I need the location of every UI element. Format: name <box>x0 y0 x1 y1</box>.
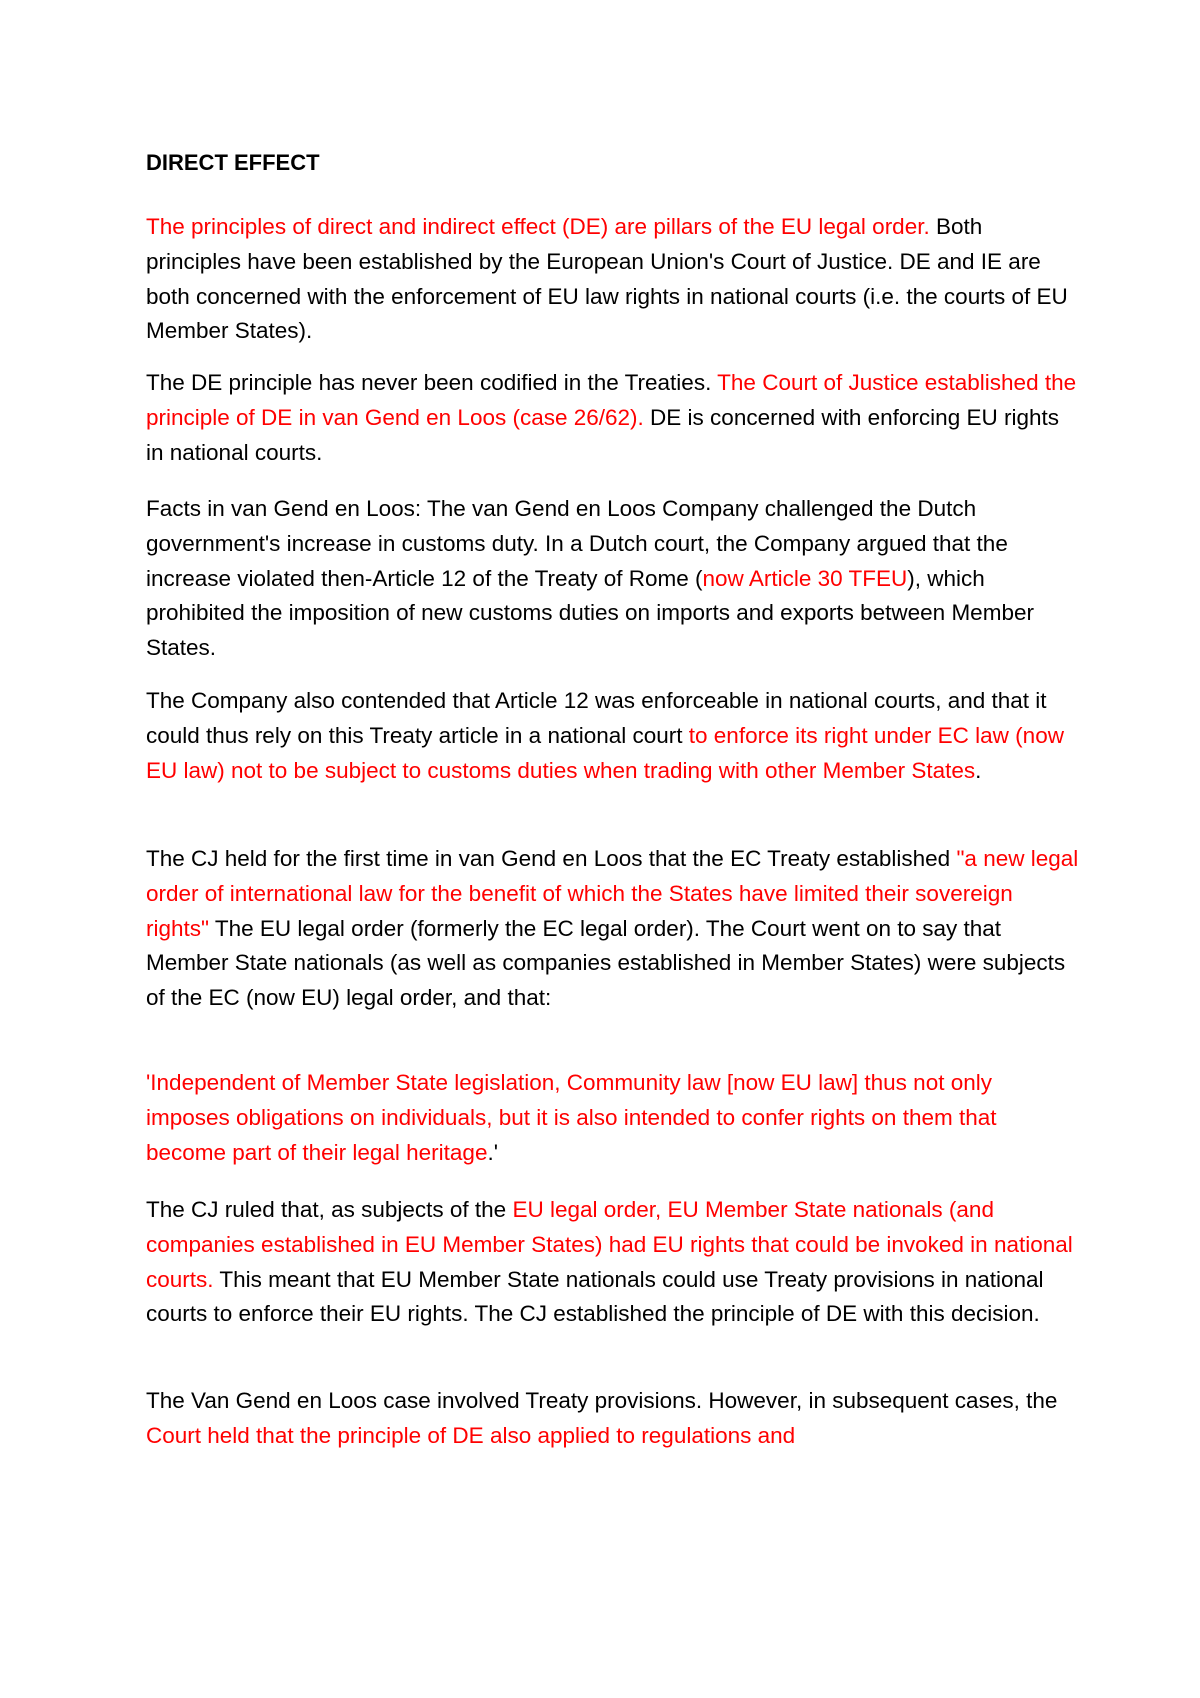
text-span: The Company also contended that Article 12 was enforceable in national courts, and that it could thus rely on this Treaty article in a national court <box>146 688 1047 748</box>
paragraph-quote <box>146 1066 1081 1170</box>
text-span: . <box>975 757 982 783</box>
text-span: The DE principle has never been codified in the Treaties. <box>146 370 718 395</box>
text-span: "a new legal order of international law for the benefit of which the States have limited their sovereign rights" <box>146 846 1079 941</box>
text-span: to enforce its right under EC law (now EU law) not to be subject to customs duties when trading with other Member States <box>146 722 1064 783</box>
text-span: The CJ ruled that, as subjects of the <box>146 1197 513 1222</box>
text-span: The Van Gend en Loos case involved Treaty provisions. However, in subsequent cases, the <box>146 1388 1058 1413</box>
paragraph-company-contention <box>146 684 1081 788</box>
text-span: now Article 30 TFEU <box>702 565 908 591</box>
text-span: The CJ held for the first time in van Gend en Loos that the EC Treaty established <box>146 846 957 871</box>
text-span: This meant that EU Member State nationals could use Treaty provisions in national courts to enforce their EU rights. The CJ established the principle of DE with this decision. <box>146 1266 1044 1327</box>
paragraph-intro <box>146 210 1081 349</box>
text-span: Court held that the principle of DE also applied to regulations and <box>146 1422 796 1448</box>
text-span: Facts in van Gend en Loos: The van Gend en Loos Company challenged the Dutch government's increase in customs duty. In a Dutch court, the Company argued that the increase violated then-Article 12 of the Treaty of Rome ( <box>146 496 1008 591</box>
text-span: EU legal order, EU Member State nationals (and companies established in EU Member States) had EU rights that could be invoked in national courts. <box>146 1197 1073 1292</box>
text-span: The Court of Justice established the principle of DE in van Gend en Loos (case 26/62). <box>146 370 1077 430</box>
text-span: .' <box>487 1139 499 1165</box>
text-span: 'Independent of Member State legislation, Community law [now EU law] thus not only imposes obligations on individuals, but it is also intended to confer rights on them that become part of their legal heritage <box>146 1070 997 1165</box>
text-span: The EU legal order (formerly the EC legal order). The Court went on to say that Member State nationals (as well as companies established in Member States) were subjects of the EC (now EU) legal order, and that: <box>146 915 1066 1011</box>
paragraph-facts <box>146 492 1081 666</box>
text-span: ), which prohibited the imposition of new customs duties on imports and exports between Member States. <box>146 565 1034 661</box>
document-title: DIRECT EFFECT <box>146 150 320 175</box>
text-span: DE is concerned with enforcing EU rights in national courts. <box>146 404 1059 465</box>
paragraph-cj-held <box>146 842 1081 1016</box>
paragraph-cj-ruled <box>146 1193 1081 1332</box>
text-span: The principles of direct and indirect effect (DE) are pillars of the EU legal order. <box>146 214 930 239</box>
text-span: Both principles have been established by the European Union's Court of Justice. DE and IE are both concerned with the enforcement of EU law rights in national courts (i.e. the courts of EU Member States). <box>146 214 1068 344</box>
paragraph-codification <box>146 366 1081 470</box>
paragraph-subsequent-cases <box>146 1384 1081 1454</box>
